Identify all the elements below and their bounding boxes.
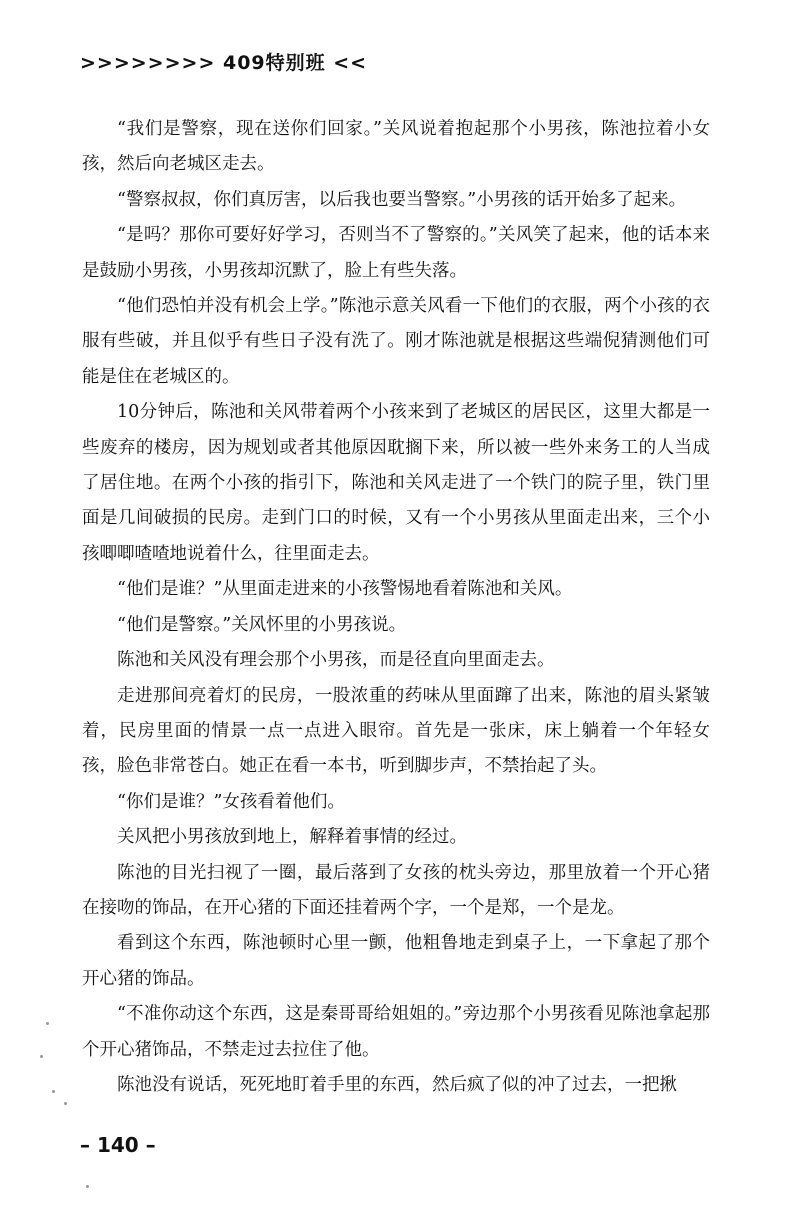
- paragraph: “我们是警察，现在送你们回家。”关风说着抱起那个小男孩，陈池拉着小女孩，然后向老城区走去。: [82, 119, 710, 175]
- scan-speck: [46, 1022, 49, 1025]
- paragraph: 陈池的目光扫视了一圈，最后落到了女孩的枕头旁边，那里放着一个开心猪在接吻的饰品，在开心猪的下面还挂着两个字，一个是郑，一个是龙。: [82, 862, 710, 918]
- paragraph: “警察叔叔，你们真厉害，以后我也要当警察。”小男孩的话开始多了起来。: [117, 189, 687, 210]
- scan-speck: [52, 1090, 55, 1093]
- paragraph: “他们是谁？”从里面走进来的小孩警惕地看着陈池和关风。: [117, 579, 573, 600]
- paragraph: 陈池和关风没有理会那个小男孩，而是径直向里面走去。: [117, 650, 555, 671]
- paragraph: “你们是谁？”女孩看着他们。: [117, 791, 345, 812]
- paragraph: “是吗？那你可要好好学习，否则当不了警察的。”关风笑了起来，他的话本来是鼓励小男孩，小男孩却沉默了，脸上有些失落。: [82, 225, 710, 281]
- paragraph: 陈池没有说话，死死地盯着手里的东西，然后疯了似的冲了过去，一把揪: [117, 1074, 677, 1095]
- paragraph: “他们恐怕并没有机会上学。”陈池示意关风看一下他们的衣服，两个小孩的衣服有些破，并且似乎有些日子没有洗了。刚才陈池就是根据这些端倪猜测他们可能是住在老城区的。: [82, 296, 710, 387]
- paragraph: “他们是警察。”关风怀里的小男孩说。: [117, 614, 407, 635]
- scan-speck: [64, 1102, 67, 1105]
- running-header: >>>>>>>> 409特别班 <<: [80, 52, 368, 74]
- paragraph: 关风把小男孩放到地上，解释着事情的经过。: [117, 827, 467, 848]
- paragraph: 走进那间亮着灯的民房，一股浓重的药味从里面蹿了出来，陈池的眉头紧皱着，民房里面的情景一点一点进入眼帘。首先是一张床，床上躺着一个年轻女孩，脸色非常苍白。她正在看一本书，听到脚步声，不禁抬起了头。: [82, 685, 710, 777]
- body-text: [82, 112, 710, 1103]
- scan-speck: [86, 1185, 89, 1188]
- paragraph: “不准你动这个东西，这是秦哥哥给姐姐的。”旁边那个小男孩看见陈池拿起那个开心猪饰品，不禁走过去拉住了他。: [82, 1004, 710, 1060]
- page-number: – 140 –: [80, 1133, 156, 1157]
- paragraph: 看到这个东西，陈池顿时心里一颤，他粗鲁地走到桌子上，一下拿起了那个开心猪的饰品。: [82, 933, 710, 989]
- scan-speck: [40, 1055, 43, 1058]
- paragraph: 10分钟后，陈池和关风带着两个小孩来到了老城区的居民区，这里大都是一些废弃的楼房，因为规划或者其他原因耽搁下来，所以被一些外来务工的人当成了居住地。在两个小孩的指引下，陈池和关风走进了一个铁门的院子里，铁门里面是几间破损的民房。走到门口的时候，又有一个小男孩从里面走出来，三个小孩唧唧喳喳地说着什么，往里面走去。: [82, 402, 710, 564]
